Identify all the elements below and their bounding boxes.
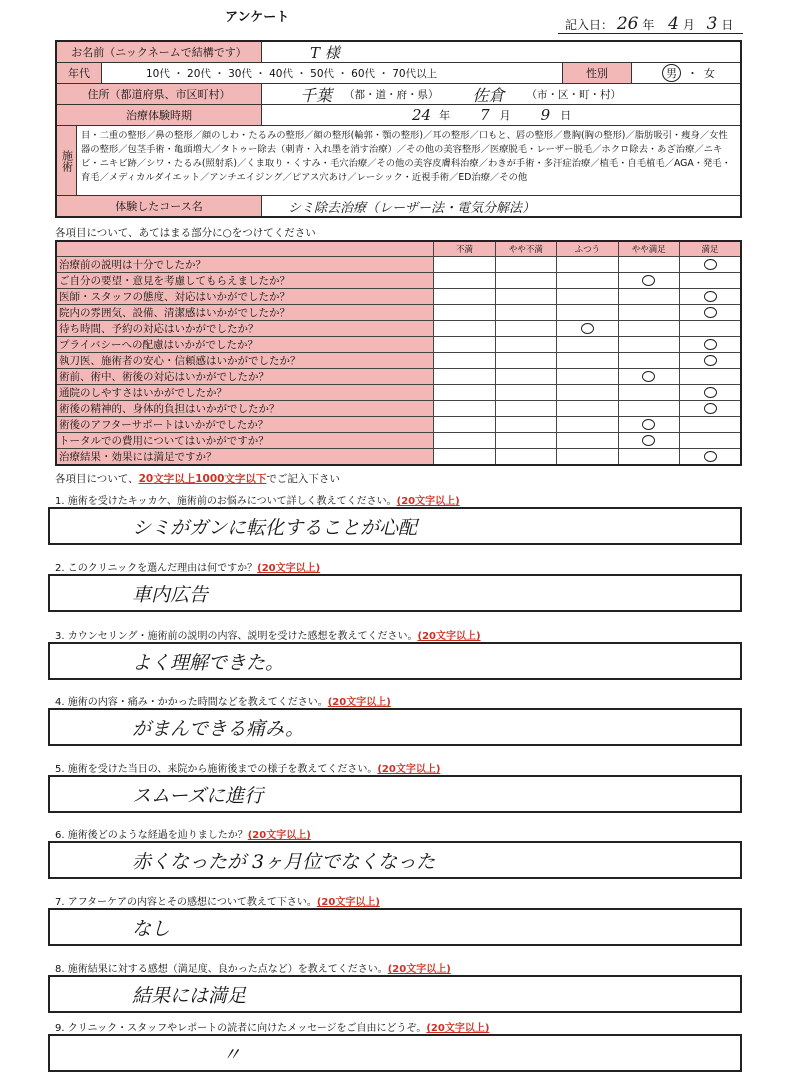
survey-question: 医師・スタッフの態度、対応はいかがでしたか？ xyxy=(56,289,434,305)
survey-option-cell[interactable] xyxy=(618,369,679,385)
survey-option-cell[interactable] xyxy=(680,401,742,417)
survey-option-cell[interactable] xyxy=(680,337,742,353)
address-city-suffix: （市・区・町・村） xyxy=(526,88,622,101)
handwritten-answer: 〃 xyxy=(222,1044,242,1066)
survey-option-cell[interactable] xyxy=(680,433,742,449)
char-limit-note: (20文字以上) xyxy=(426,1023,490,1034)
survey-header-row xyxy=(56,241,741,257)
question-text: 7. アフターケアの内容とその感想について教えて下さい。 xyxy=(55,897,317,908)
survey-option-cell[interactable] xyxy=(618,305,679,321)
survey-option-cell[interactable] xyxy=(680,353,742,369)
answer-box[interactable] xyxy=(48,507,742,545)
handwritten-answer: 赤くなったが 3ヶ月位でなくなった xyxy=(132,851,436,873)
answer-box[interactable] xyxy=(48,775,742,813)
survey-option-cell[interactable] xyxy=(680,385,742,401)
survey-option-cell[interactable] xyxy=(618,449,679,466)
period-label: 治療体験時期 xyxy=(57,105,262,125)
question-title xyxy=(55,492,460,507)
survey-option-cell[interactable] xyxy=(434,385,495,401)
address-pref-suffix: （都・道・府・県） xyxy=(344,88,439,101)
instruction-prefix: 各項目について、 xyxy=(55,473,139,485)
survey-option-cell[interactable] xyxy=(495,337,556,353)
address-row xyxy=(57,84,740,105)
survey-option-cell[interactable] xyxy=(557,449,618,466)
gender-female: 女 xyxy=(704,67,715,80)
gender-separator: ・ xyxy=(687,67,698,80)
survey-option-cell[interactable] xyxy=(495,273,556,289)
answer-box[interactable] xyxy=(48,908,742,946)
course-field[interactable] xyxy=(262,196,740,216)
survey-option-cell[interactable] xyxy=(434,289,495,305)
date-year-unit: 年 xyxy=(642,18,655,32)
page-title: アンケート xyxy=(225,10,290,25)
period-row xyxy=(57,105,740,126)
address-label: 住所（都道府県、市区町村） xyxy=(57,84,262,104)
entry-date xyxy=(565,14,733,34)
period-day: 9 xyxy=(540,106,551,124)
char-limit-note: (20文字以上) xyxy=(396,496,460,507)
survey-option-cell[interactable] xyxy=(434,369,495,385)
col-header: 不満 xyxy=(434,241,495,257)
survey-option-cell[interactable] xyxy=(434,257,495,273)
survey-option-cell[interactable] xyxy=(557,289,618,305)
survey-option-cell[interactable] xyxy=(618,353,679,369)
handwritten-answer: がまんできる痛み。 xyxy=(132,718,305,740)
question-text: 6. 施術後どのような経過を辿りましたか？ xyxy=(55,830,248,841)
survey-option-cell[interactable] xyxy=(495,305,556,321)
survey-option-cell[interactable] xyxy=(680,369,742,385)
gender-label: 性別 xyxy=(562,63,632,83)
circle-mark-icon xyxy=(642,435,655,446)
char-limit-note: (20文字以上) xyxy=(247,830,311,841)
handwritten-answer: 結果には満足 xyxy=(132,985,247,1007)
char-limit-note: (20文字以上) xyxy=(327,697,391,708)
circle-mark-icon xyxy=(704,387,717,398)
survey-option-cell[interactable] xyxy=(618,257,679,273)
question-text: 1. 施術を受けたキッカケ、施術前のお悩みについて詳しく教えてください。 xyxy=(55,496,397,507)
answer-box[interactable] xyxy=(48,574,742,612)
survey-option-cell[interactable] xyxy=(680,273,742,289)
survey-row xyxy=(56,337,741,353)
period-year: 24 xyxy=(412,106,432,124)
period-year-unit: 年 xyxy=(439,109,451,122)
course-row xyxy=(57,196,740,216)
survey-option-cell[interactable] xyxy=(434,401,495,417)
respondent-info-table xyxy=(55,40,742,218)
question-title xyxy=(55,826,311,841)
handwritten-answer: よく理解できた。 xyxy=(132,652,285,674)
name-row xyxy=(57,42,740,63)
name-field[interactable] xyxy=(262,42,740,62)
col-header: ふつう xyxy=(557,241,618,257)
question-text: 4. 施術の内容・痛み・かかった時間などを教えてください。 xyxy=(55,697,328,708)
age-label: 年代 xyxy=(57,63,102,83)
survey-option-cell[interactable] xyxy=(434,433,495,449)
survey-option-cell[interactable] xyxy=(434,321,495,337)
char-limit-note: (20文字以上) xyxy=(417,631,481,642)
survey-question: ご自分の要望・意見を考慮してもらえましたか？ xyxy=(56,273,434,289)
survey-option-cell[interactable] xyxy=(495,417,556,433)
answer-box[interactable] xyxy=(48,1034,742,1072)
gender-options[interactable] xyxy=(632,63,740,83)
question-text: 8. 施術結果に対する感想（満足度、良かった点など）を教えてください。 xyxy=(55,964,388,975)
survey-option-cell[interactable] xyxy=(680,289,742,305)
period-month: 7 xyxy=(480,106,490,124)
handwritten-answer: スムーズに進行 xyxy=(132,785,264,807)
survey-option-cell[interactable] xyxy=(618,417,679,433)
survey-row xyxy=(56,401,741,417)
survey-option-cell[interactable] xyxy=(434,353,495,369)
date-day: 3 xyxy=(706,14,718,34)
question-text: 2. このクリニックを選んだ理由は何ですか？ xyxy=(55,563,258,574)
instruction-suffix: でご記入下さい xyxy=(266,473,340,485)
survey-option-cell[interactable] xyxy=(680,305,742,321)
col-header: やや満足 xyxy=(618,241,679,257)
survey-option-cell[interactable] xyxy=(495,401,556,417)
survey-question: 院内の雰囲気、設備、清潔感はいかがでしたか？ xyxy=(56,305,434,321)
free-text-instruction xyxy=(55,471,340,486)
question-title xyxy=(55,960,451,975)
survey-option-cell[interactable] xyxy=(618,385,679,401)
survey-question: プライバシーへの配慮はいかがでしたか？ xyxy=(56,337,434,353)
date-day-unit: 日 xyxy=(721,18,734,32)
question-title xyxy=(55,627,481,642)
circle-mark-icon xyxy=(642,275,655,286)
survey-option-cell[interactable] xyxy=(495,257,556,273)
date-month: 4 xyxy=(668,14,679,34)
question-title xyxy=(55,893,380,908)
survey-option-cell[interactable] xyxy=(557,353,618,369)
survey-option-cell[interactable] xyxy=(618,289,679,305)
date-underline xyxy=(558,33,743,34)
survey-row xyxy=(56,321,741,337)
survey-question: 通院のしやすさはいかがでしたか？ xyxy=(56,385,434,401)
char-limit-note: (20文字以上) xyxy=(387,964,451,975)
name-value: T 様 xyxy=(310,43,340,62)
date-month-unit: 月 xyxy=(682,18,695,32)
survey-row xyxy=(56,417,741,433)
circle-mark-icon xyxy=(704,451,717,462)
circle-mark-icon xyxy=(704,355,717,366)
survey-question: 術後の精神的、身体的負担はいかがでしたか？ xyxy=(56,401,434,417)
survey-option-cell[interactable] xyxy=(557,273,618,289)
circle-mark-icon xyxy=(642,371,655,382)
survey-option-cell[interactable] xyxy=(618,337,679,353)
survey-row xyxy=(56,305,741,321)
survey-question: トータルでの費用についてはいかがですか？ xyxy=(56,433,434,449)
address-city: 佐倉 xyxy=(472,85,505,105)
survey-option-cell[interactable] xyxy=(495,449,556,466)
question-text: 9. クリニック・スタッフやレポートの読者に向けたメッセージをご自由にどうぞ。 xyxy=(55,1023,427,1034)
survey-question: 執刀医、施術者の安心・信頼感はいかがでしたか？ xyxy=(56,353,434,369)
survey-question: 治療前の説明は十分でしたか？ xyxy=(56,257,434,273)
survey-row xyxy=(56,257,741,273)
survey-option-cell[interactable] xyxy=(434,273,495,289)
date-year: 26 xyxy=(616,14,639,34)
survey-option-cell[interactable] xyxy=(680,417,742,433)
survey-option-cell[interactable] xyxy=(434,449,495,466)
treatment-list[interactable]: 目・二重の整形／鼻の整形／顔のしわ・たるみの整形／顔の整形(輪郭・顎の整形)／耳の整形／口もと、唇の整形／豊胸(胸の整形)／脂肪吸引・痩身／女性器の整形／包茎手術・亀頭増大／タトゥー除去（刺青・入れ墨を消す治療）／その他の美容整形／医療脱毛・レーザー脱毛／ホクロ除去・あざ治療／ニキビ・ニキビ跡／シワ・たるみ(照射系)／くま取り・くすみ・毛穴治療／その他の美容皮膚科治療／わきが手術・多汗症治療／植毛・自毛植毛／AGA・発毛・育毛／メディカルダイエット／アンチエイジング／ピアス穴あけ／レーシック・近視手術／ED治療／その他 xyxy=(81,130,731,183)
survey-option-cell[interactable] xyxy=(557,321,618,337)
survey-row xyxy=(56,369,741,385)
circle-mark-icon xyxy=(704,403,717,414)
circle-mark-icon xyxy=(704,339,717,350)
survey-row xyxy=(56,273,741,289)
survey-option-cell[interactable] xyxy=(618,401,679,417)
period-day-unit: 日 xyxy=(560,109,572,122)
survey-option-cell[interactable] xyxy=(434,305,495,321)
gender-male: 男 xyxy=(662,64,681,82)
survey-option-cell[interactable] xyxy=(557,401,618,417)
survey-option-cell[interactable] xyxy=(495,385,556,401)
survey-row xyxy=(56,385,741,401)
survey-question: 待ち時間、予約の対応はいかがでしたか？ xyxy=(56,321,434,337)
circle-mark-icon xyxy=(704,259,717,270)
survey-option-cell[interactable] xyxy=(557,257,618,273)
question-title xyxy=(55,559,320,574)
survey-option-cell[interactable] xyxy=(557,433,618,449)
survey-option-cell[interactable] xyxy=(618,321,679,337)
treatment-row xyxy=(57,126,740,196)
treatment-label: 施術 xyxy=(57,126,77,195)
survey-option-cell[interactable] xyxy=(434,417,495,433)
char-limit-note: (20文字以上) xyxy=(257,563,321,574)
question-title xyxy=(55,760,440,775)
address-pref: 千葉 xyxy=(300,85,333,105)
col-header: 満足 xyxy=(680,241,742,257)
survey-row xyxy=(56,289,741,305)
survey-option-cell[interactable] xyxy=(618,433,679,449)
circle-mark-icon xyxy=(704,291,717,302)
period-field[interactable] xyxy=(262,105,740,125)
period-month-unit: 月 xyxy=(499,109,511,122)
survey-option-cell[interactable] xyxy=(680,321,742,337)
question-text: 5. 施術を受けた当日の、来院から施術後までの様子を教えてください。 xyxy=(55,764,378,775)
survey-option-cell[interactable] xyxy=(680,449,742,466)
survey-header-blank xyxy=(56,241,434,257)
handwritten-answer: なし xyxy=(132,918,171,940)
survey-option-cell[interactable] xyxy=(557,385,618,401)
question-title xyxy=(55,1019,489,1034)
survey-option-cell[interactable] xyxy=(495,433,556,449)
survey-option-cell[interactable] xyxy=(680,257,742,273)
survey-option-cell[interactable] xyxy=(557,369,618,385)
age-gender-row xyxy=(57,63,740,84)
survey-option-cell[interactable] xyxy=(557,337,618,353)
survey-row xyxy=(56,353,741,369)
address-field[interactable] xyxy=(262,84,740,104)
answer-box[interactable] xyxy=(48,708,742,746)
survey-option-cell[interactable] xyxy=(495,353,556,369)
survey-question: 治療結果・効果には満足ですか？ xyxy=(56,449,434,466)
date-label: 記入日： xyxy=(565,18,614,32)
survey-instruction: 各項目について、あてはまる部分に○をつけてください xyxy=(55,227,316,239)
answer-box[interactable] xyxy=(48,642,742,680)
answer-box[interactable] xyxy=(48,841,742,879)
age-options[interactable]: 10代 ・ 20代 ・ 30代 ・ 40代 ・ 50代 ・ 60代 ・ 70代以上 xyxy=(146,67,438,80)
satisfaction-table xyxy=(55,240,742,466)
handwritten-answer: 車内広告 xyxy=(132,584,209,606)
survey-question: 術後のアフターサポートはいかがでしたか？ xyxy=(56,417,434,433)
survey-option-cell[interactable] xyxy=(495,289,556,305)
question-text: 3. カウンセリング・施術前の説明の内容、説明を受けた感想を教えてください。 xyxy=(55,631,418,642)
question-title xyxy=(55,693,391,708)
survey-option-cell[interactable] xyxy=(557,305,618,321)
circle-mark-icon xyxy=(642,419,655,430)
course-value: シミ除去治療（レーザー法・電気分解法） xyxy=(288,200,536,216)
col-header: やや不満 xyxy=(495,241,556,257)
handwritten-answer: シミがガンに転化することが心配 xyxy=(132,517,418,539)
survey-option-cell[interactable] xyxy=(557,417,618,433)
survey-option-cell[interactable] xyxy=(495,321,556,337)
circle-mark-icon xyxy=(581,323,594,334)
survey-option-cell[interactable] xyxy=(495,369,556,385)
char-limit-note: (20文字以上) xyxy=(377,764,441,775)
course-label: 体験したコース名 xyxy=(57,196,262,216)
survey-row xyxy=(56,449,741,466)
survey-question: 術前、術中、術後の対応はいかがでしたか？ xyxy=(56,369,434,385)
instruction-limit: 20文字以上1000文字以下 xyxy=(138,473,267,485)
survey-option-cell[interactable] xyxy=(618,273,679,289)
survey-row xyxy=(56,433,741,449)
survey-option-cell[interactable] xyxy=(434,337,495,353)
char-limit-note: (20文字以上) xyxy=(316,897,380,908)
answer-box[interactable] xyxy=(48,975,742,1013)
name-label: お名前（ニックネームで結構です） xyxy=(57,42,262,62)
circle-mark-icon xyxy=(704,307,717,318)
